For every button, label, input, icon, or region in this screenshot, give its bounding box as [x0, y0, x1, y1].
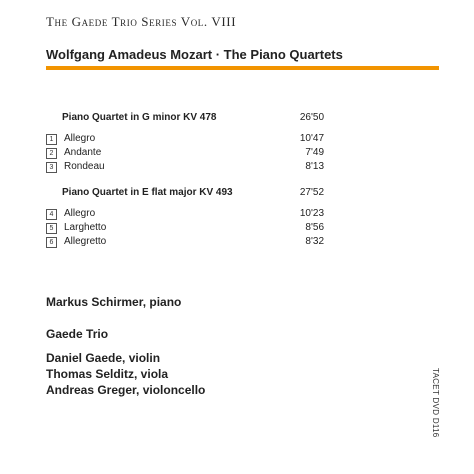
ensemble-member: Andreas Greger, violoncello [46, 383, 206, 397]
track-name: Allegretto [64, 236, 107, 247]
track-row [46, 133, 324, 147]
catalog-number: TACET DVD D116 [431, 368, 440, 438]
track-name: Rondeau [64, 161, 105, 172]
ensemble-name: Gaede Trio [46, 327, 109, 341]
track-name: Allegro [64, 133, 96, 144]
track-number: 3 [46, 162, 57, 173]
series-title: The Gaede Trio Series Vol. VIII [46, 14, 237, 29]
track-duration: 10'47 [299, 133, 324, 144]
track-number: 1 [46, 134, 57, 145]
track-duration: 10'23 [299, 208, 324, 219]
track-duration: 8'56 [305, 222, 324, 233]
track-number: 5 [46, 223, 57, 234]
track-number: 2 [46, 148, 57, 159]
accent-rule [46, 66, 439, 70]
work-duration: 27'52 [299, 187, 324, 198]
track-row [46, 161, 324, 175]
work-title: Piano Quartet in E flat major KV 493 [62, 187, 233, 198]
work-title: Piano Quartet in G minor KV 478 [62, 112, 217, 123]
track-duration: 8'32 [305, 236, 324, 247]
work-duration: 26'50 [299, 112, 324, 123]
track-number: 4 [46, 209, 57, 220]
track-row [46, 208, 324, 222]
track-name: Allegro [64, 208, 96, 219]
ensemble-member: Daniel Gaede, violin [46, 351, 161, 365]
track-duration: 8'13 [305, 161, 324, 172]
track-row [46, 222, 324, 236]
track-name: Larghetto [64, 222, 107, 233]
composer-title: Wolfgang Amadeus Mozart · The Piano Quartets [46, 47, 343, 62]
work-heading [62, 112, 324, 123]
ensemble-member: Thomas Selditz, viola [46, 367, 169, 381]
track-name: Andante [64, 147, 102, 158]
track-row [46, 147, 324, 161]
track-number: 6 [46, 237, 57, 248]
soloist: Markus Schirmer, piano [46, 295, 182, 309]
track-row [46, 236, 324, 250]
track-duration: 7'49 [305, 147, 324, 158]
work-heading [62, 187, 324, 198]
